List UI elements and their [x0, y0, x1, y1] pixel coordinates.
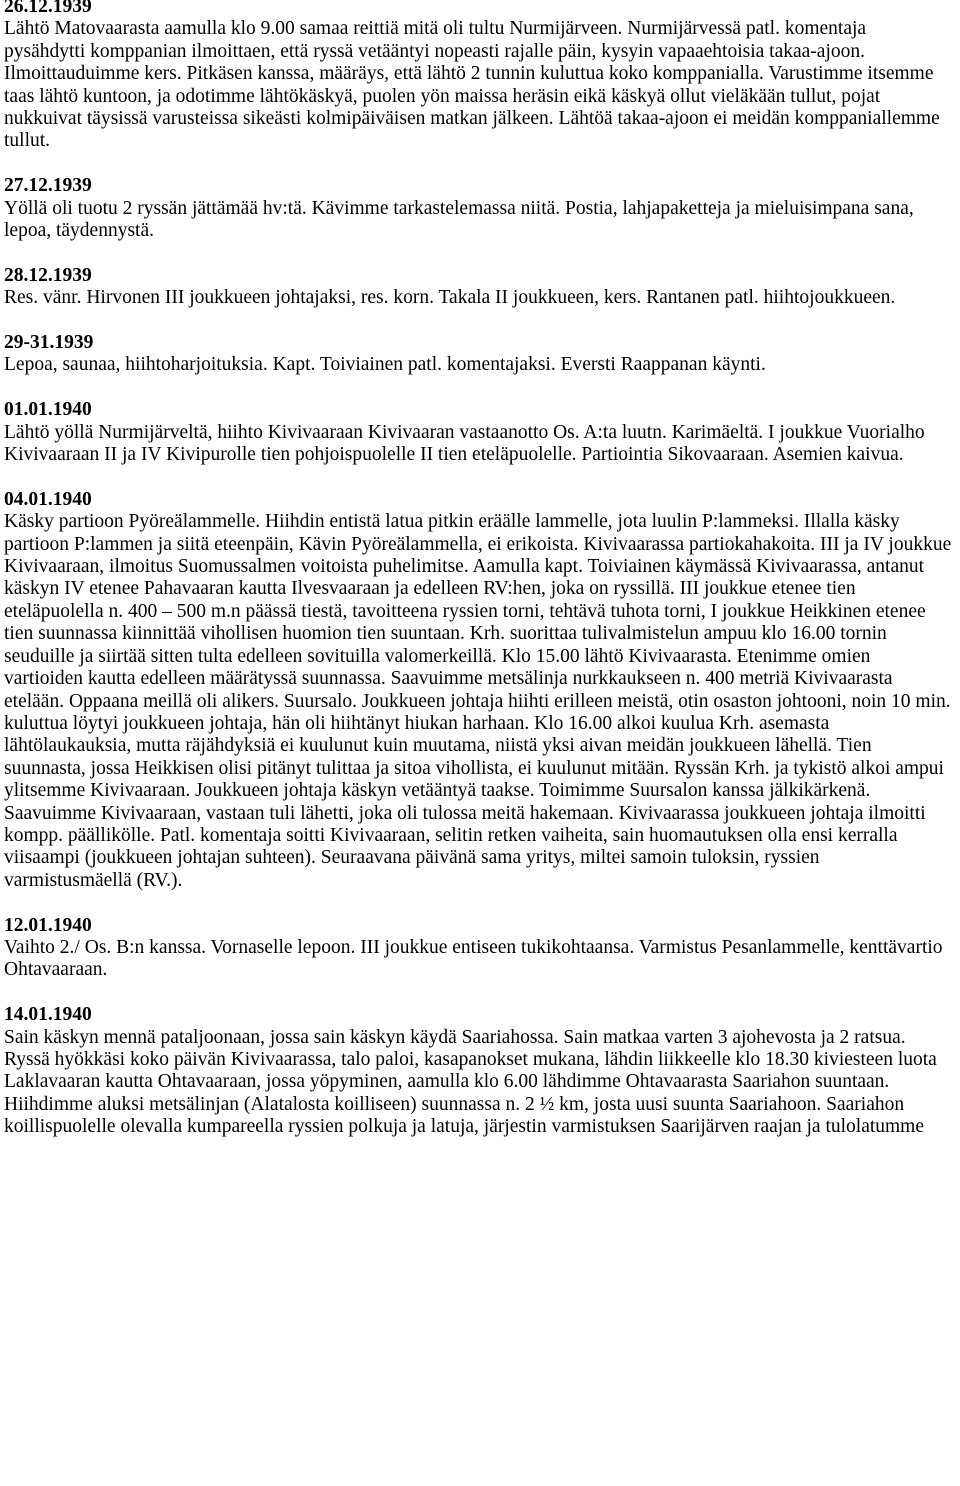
- entry-text: Res. vänr. Hirvonen III joukkueen johtajaksi, res. korn. Takala II joukkueen, kers. Rantanen patl. hiihtojoukkueen.: [4, 287, 896, 309]
- entry-text: Käsky partioon Pyöreälammelle. Hiihdin entistä latua pitkin eräälle lammelle, jota luulin P:lammeksi. Illalla käsky partioon P:lammen ja siitä eteenpäin, Kävin Pyöreälammella, ei erikoista. Kivivaarassa partiokahakoita. III ja IV joukkue Kivivaaraan, ilmoitus Suomussalmen voitoista puhelimitse. Aamulla kapt. Toiviainen käymässä Kivivaarassa, antanut käskyn IV etenee Pahavaaran kautta Ilvesvaaraan ja edelleen RV:hen, joka on ryssillä. III joukkue etenee tien eteläpuolella n. 400 – 500 m.n päässä tiestä, tavoitteena ryssien torni, tehtävä tuhota torni, I joukkue Heikkinen etenee tien suunnassa kiinnittää vihollisen huomion tien suuntaan. Krh. suorittaa tulivalmistelun ampuu klo 16.00 tornin seuduille ja siirtää sitten tulta edelleen sovituilla valomerkeillä. Klo 15.00 lähtö Kivivaarasta. Etenimme omien vartioiden kautta edelleen määrätyssä suunnassa. Saavuimme metsälinja nurkkaukseen n. 400 metriä Kivivaarasta etelään. Oppaana meillä oli alikers. Suursalo. Joukkueen johtaja hiihti erilleen meistä, otin osaston johtooni, noin 10 min. kuluttua löytyi joukkueen johtaja, hän oli hiihtänyt hiukan harhaan. Klo 16.00 alkoi kuulua Krh. asemasta lähtölaukauksia, mutta räjähdyksiä ei kuulunut kuin muutama, niistä yksi aivan meidän joukkueen lähellä. Tien suunnasta, jossa Heikkisen olisi pitänyt tulittaa ja sitoa vihollista, ei kuulunut mitään. Ryssän Krh. ja tykistö alkoi ampui ylitsemme Kivivaaraan. Joukkueen johtaja käskyn vetääntyä taakse. Toimimme Suursalon kanssa jälkikärkenä. Saavuimme Kivivaaraan, vastaan tuli lähetti, joka oli tulossa meitä hakemaan. Kivivaarassa joukkueen johtaja ilmoitti kompp. päällikölle. Patl. komentaja soitti Kivivaaraan, selitin retken vaiheita, sain huomautuksen olla ensi kerralla viisaampi (joukkueen johtajan suhteen). Seuraavana päivänä sama yritys, miltei samoin tuloksin, ryssien varmistusmäellä (RV.).: [4, 511, 952, 891]
- entry-text: Lähtö yöllä Nurmijärveltä, hiihto Kivivaaraan Kivivaaran vastaanotto Os. A:ta luutn. Karimäeltä. I joukkue Vuorialho Kivivaaraan II ja IV Kivipurolle tien pohjoispuolelle II tien eteläpuolelle. Partiointia Sikovaaraan. Asemien kaivua.: [4, 421, 925, 466]
- diary-entry-3: [4, 265, 952, 310]
- entry-text: Sain käskyn mennä pataljoonaan, jossa sain käskyn käydä Saariahossa. Sain matkaa varten 3 ajohevosta ja 2 ratsua. Ryssä hyökkäsi koko päivän Kivivaarassa, talo paloi, kasapanokset mukana, lähdin liikkeelle klo 18.30 kiviesteen luota Laklavaaran kautta Ohtavaaraan, jossa yöpyminen, aamulla klo 6.00 lähdimme Ohtavaarasta Saariahon suuntaan. Hiihdimme aluksi metsälinjan (Alatalosta koilliseen) suunnassa n. 2 ½ km, josta uusi suunta Saariahoon. Saariahon koillispuolelle olevalla kumpareella ryssien polkuja ja latuja, järjestin varmistuksen Saarijärven raajan ja tulolatumme: [4, 1026, 937, 1138]
- entry-date: 27.12.1939: [4, 175, 92, 197]
- diary-entry-8: [4, 1004, 952, 1138]
- diary-entry-6: [4, 489, 952, 892]
- entry-date: 12.01.1940: [4, 914, 92, 936]
- entry-date: 01.01.1940: [4, 399, 92, 421]
- diary-entry-7: [4, 915, 952, 982]
- entry-date: 29-31.1939: [4, 332, 94, 354]
- entry-text: Vaihto 2./ Os. B:n kanssa. Vornaselle lepoon. III joukkue entiseen tukikohtaansa. Varmistus Pesanlammelle, kenttävartio Ohtavaaraan.: [4, 936, 943, 981]
- entry-text: Yöllä oli tuotu 2 ryssän jättämää hv:tä. Kävimme tarkastelemassa niitä. Postia, lahjapaketteja ja mieluisimpana sana, lepoa, täydennystä.: [4, 197, 914, 242]
- entry-text: Lepoa, saunaa, hiihtoharjoituksia. Kapt. Toiviainen patl. komentajaksi. Eversti Raappanan käynti.: [4, 354, 766, 376]
- diary-entry-4: [4, 332, 952, 377]
- entry-text: Lähtö Matovaarasta aamulla klo 9.00 samaa reittiä mitä oli tultu Nurmijärveen. Nurmijärvessä patl. komentaja pysähdytti komppanian ilmoittaen, että ryssä vetääntyi nopeasti rajalle päin, kysyin vapaaehtoisia takaa-ajoon. Ilmoittauduimme kers. Pitkäsen kanssa, määräys, että lähtö 2 tunnin kuluttua koko komppanialla. Varustimme itsemme taas lähtö kuntoon, ja odotimme lähtökäskyä, puolen yön maissa heräsin eikä käskyä ollut vieläkään tullut, pojat nukkuivat täysissä varusteissa sikeästi kolmipäiväisen matkan jälkeen. Lähtöä takaa-ajoon ei meidän komppaniallemme tullut.: [4, 18, 940, 152]
- diary-entry-5: [4, 399, 952, 466]
- entry-date: 28.12.1939: [4, 264, 92, 286]
- diary-entry-2: [4, 175, 952, 242]
- entry-date: 26.12.1939: [4, 0, 92, 17]
- diary-page: [4, 0, 952, 1161]
- entry-date: 04.01.1940: [4, 488, 92, 510]
- entry-date: 14.01.1940: [4, 1004, 92, 1026]
- diary-entry-1: [4, 0, 952, 153]
